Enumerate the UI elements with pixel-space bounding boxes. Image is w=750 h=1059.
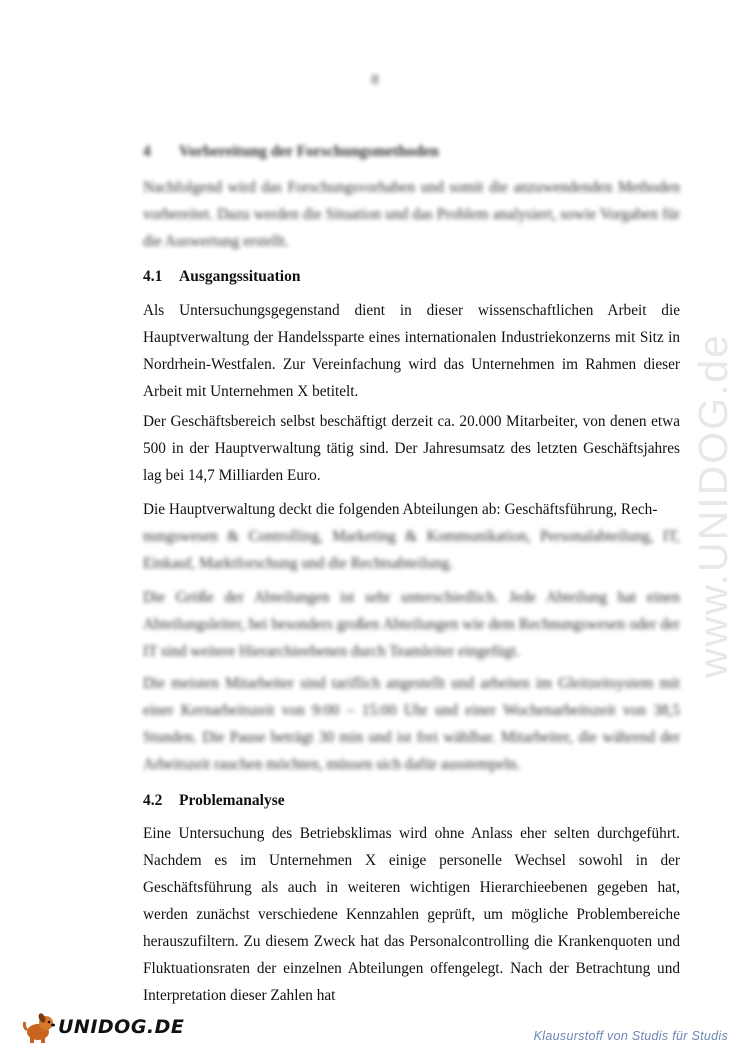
chapter-intro-paragraph: Nachfolgend wird das Forschungsvorhaben und somit die anzuwendenden Methoden vorbereitet. Dazu werden die Situation und das Problem analysiert, sowie Vorgaben für die Auswertung erstellt. <box>143 179 680 250</box>
chapter-intro <box>143 174 680 255</box>
chapter-number: 4 <box>143 143 151 160</box>
paragraph-text: Eine Untersuchung des Betriebsklimas wird ohne Anlass eher selten durchgeführt. Nachdem es im Unternehmen X einige personelle Wechsel sowohl in der Geschäftsführung als auch in weiteren wichtigen Hierarchieebenen gegeben hat, werden zunächst verschiedene Kennzahlen geprüft, um mögliche Problembereiche herauszufiltern. Zu diesem Zweck hat das Personalcontrolling die Krankenquoten und Fluktuationsraten der einzelnen Abteilungen offengelegt. Nach der Betrachtung und Interpretation dieser Zahlen hat <box>143 825 680 1004</box>
section-title-4-1 <box>143 268 680 286</box>
watermark-text: www.UNIDOG.de <box>689 332 736 678</box>
page-number: 8 <box>371 72 379 88</box>
section-heading-4-1 <box>143 268 680 286</box>
paragraph-4-1-e <box>143 670 680 778</box>
dog-icon <box>22 1010 56 1044</box>
unidog-logo[interactable] <box>22 1010 184 1044</box>
paragraph-text: Der Geschäftsbereich selbst beschäftigt derzeit ca. 20.000 Mitarbeiter, von denen etwa 500 in der Hauptverwaltung tätig sind. Der Jahresumsatz des letzten Geschäftsjahres lag bei 14,7 Milliarden Euro. <box>143 413 680 484</box>
paragraph-text: Die Größe der Abteilungen ist sehr unterschiedlich. Jede Abteilung hat einen Abteilungsleiter, bei besonders großen Abteilungen wie dem Rechnungswesen oder der IT sind weitere Hierarchieebenen durch Teamleiter eingefügt. <box>143 589 680 660</box>
logo-text: UNIDOG.DE <box>58 1016 185 1038</box>
paragraph-text: Die meisten Mitarbeiter sind tariflich angestellt und arbeiten im Gleitzeitsystem mit einer Kernarbeitszeit von 9:00 – 15:00 Uhr und einer Wochenarbeitszeit von 38,5 Stunden. Die Pause beträgt 30 min und ist frei wählbar. Mitarbeiter, die während der Arbeitszeit rauchen möchten, müssen sich dafür ausstempeln. <box>143 675 680 773</box>
paragraph-4-1-c <box>143 496 680 577</box>
paragraph-4-2-a <box>143 820 680 1009</box>
paragraph-text <box>143 496 680 523</box>
paragraph-4-1-a <box>143 297 680 405</box>
chapter-title <box>143 143 680 161</box>
section-title-text-4-1: Ausgangssituation <box>179 268 301 285</box>
section-heading-4-2 <box>143 792 680 810</box>
chapter-heading <box>143 143 680 161</box>
paragraph-4-1-b <box>143 408 680 489</box>
paragraph-text: Als Untersuchungsgegenstand dient in dieser wissenschaftlichen Arbeit die Hauptverwaltung der Handelssparte eines internationalen Industriekonzerns mit Sitz in Nordrhein-Westfalen. Zur Vereinfachung wird das Unternehmen im Rahmen dieser Arbeit mit Unternehmen X betitelt. <box>143 302 680 400</box>
watermark <box>688 270 738 740</box>
paragraph-visible-line: Die Hauptverwaltung deckt die folgenden Abteilungen ab: Geschäftsführung, Rech- <box>143 501 658 518</box>
section-number-4-2: 4.2 <box>143 792 163 809</box>
section-title-text-4-2: Problemanalyse <box>179 792 285 809</box>
paragraph-4-1-d <box>143 584 680 665</box>
section-title-4-2 <box>143 792 680 810</box>
section-number-4-1: 4.1 <box>143 268 163 285</box>
footer-slogan: Klausurstoff von Studis für Studis <box>533 1029 728 1043</box>
paragraph-blurred-lines: nungswesen & Controlling, Marketing & Kommunikation, Personalabteilung, IT, Einkauf, Marktforschung und die Rechtsabteilung. <box>143 528 680 572</box>
chapter-title-text: Vorbereitung der Forschungsmethoden <box>179 143 439 160</box>
